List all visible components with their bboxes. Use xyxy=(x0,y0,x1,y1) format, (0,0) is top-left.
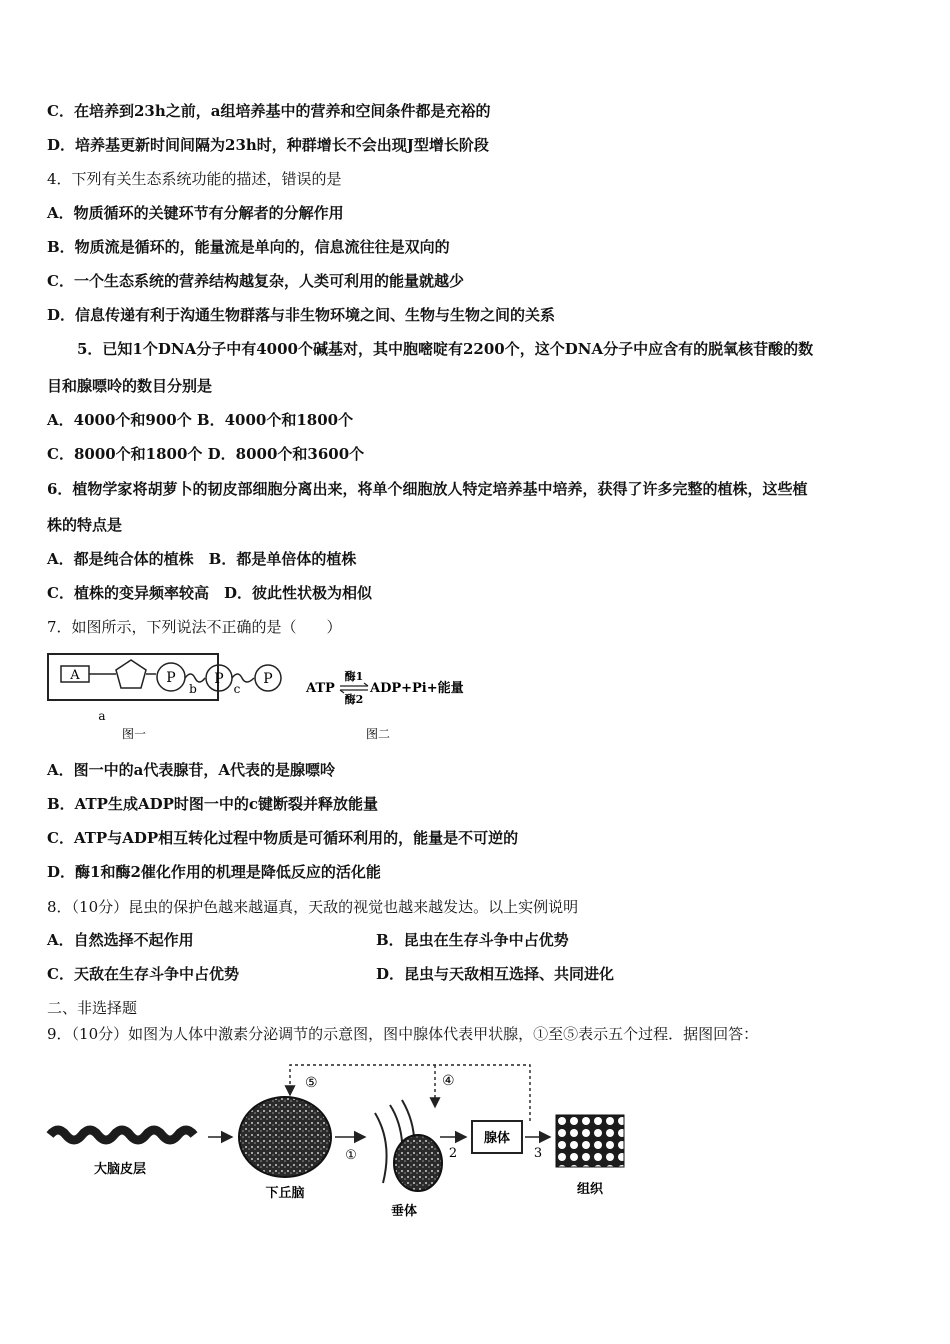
q6-options-cd: C．植株的变异频率较高 D．彼此性状极为相似 xyxy=(47,584,372,602)
enzyme-1-label: 酶1 xyxy=(344,670,364,683)
section-heading: 二、非选择题 xyxy=(47,999,138,1017)
q8-option-a: A．自然选择不起作用 xyxy=(47,931,194,949)
q6-options-ab: A．都是纯合体的植株 B．都是单倍体的植株 xyxy=(47,550,357,568)
high-energy-bond-b xyxy=(185,674,205,682)
q8-stem: 8．（10分）昆虫的保护色越来越逼真，天敌的视觉也越来越发达。以上实例说明 xyxy=(47,898,579,916)
svg-text:P: P xyxy=(263,671,273,687)
q3-option-c: C．在培养到23h之前，a组培养基中的营养和空间条件都是充裕的 xyxy=(47,102,491,120)
q7-option-b: B．ATP生成ADP时图一中的c键断裂并释放能量 xyxy=(47,795,378,813)
equation-atp: ATP xyxy=(306,681,335,696)
q7-option-d: D．酶1和酶2催化作用的机理是降低反应的活化能 xyxy=(47,863,381,881)
feedback-path-5 xyxy=(290,1065,530,1121)
q8-option-d: D．昆虫与天敌相互选择、共同进化 xyxy=(376,965,615,983)
process-2-label: 2 xyxy=(448,1146,458,1161)
q4-option-b: B．物质流是循环的，能量流是单向的，信息流往往是双向的 xyxy=(47,238,450,256)
gland-label: 腺体 xyxy=(483,1131,511,1146)
q4-option-c: C．一个生态系统的营养结构越复杂，人类可利用的能量就越少 xyxy=(47,272,464,290)
cerebral-cortex-label: 大脑皮层 xyxy=(93,1162,147,1177)
figure-1-caption: 图一 xyxy=(121,727,147,741)
enzyme-2-label: 酶2 xyxy=(344,693,364,706)
q3-option-d: D．培养基更新时间间隔为23h时，种群增长不会出现J型增长阶段 xyxy=(47,136,489,154)
bond-c-label: c xyxy=(233,682,241,696)
equation-products: ADP+Pi+能量 xyxy=(370,681,464,696)
q5-options-cd: C．8000个和1800个 D．8000个和3600个 xyxy=(47,445,365,463)
q5-stem-line2: 目和腺嘌呤的数目分别是 xyxy=(47,377,213,395)
q6-stem-line2: 株的特点是 xyxy=(47,516,123,534)
cerebral-cortex-shape xyxy=(50,1130,194,1140)
q7-stem: 7．如图所示，下列说法不正确的是（ ） xyxy=(47,618,342,636)
ribose-pentagon xyxy=(116,660,146,688)
tissue-label: 组织 xyxy=(576,1182,604,1197)
q4-stem: 4．下列有关生态系统功能的描述，错误的是 xyxy=(47,170,342,188)
svg-text:P: P xyxy=(214,671,224,687)
hypothalamus-label: 下丘脑 xyxy=(265,1186,305,1201)
tissue-shape xyxy=(556,1115,624,1167)
pituitary-label: 垂体 xyxy=(390,1204,418,1219)
high-energy-bond-c xyxy=(232,674,254,682)
svg-text:P: P xyxy=(166,670,176,686)
atp-equation-figure xyxy=(302,662,482,744)
atp-structure-figure xyxy=(44,648,294,743)
bracket-a-label: a xyxy=(98,709,106,723)
q6-stem-line1: 6．植物学家将胡萝卜的韧皮部细胞分离出来，将单个细胞放人特定培养基中培养，获得了许多完整的植株，这些植 xyxy=(47,480,808,498)
q8-option-c: C．天敌在生存斗争中占优势 xyxy=(47,965,239,983)
process-1-label: ① xyxy=(345,1148,357,1163)
q9-stem: 9．（10分）如图为人体中激素分泌调节的示意图，图中腺体代表甲状腺，①至⑤表示五个过程．据图回答： xyxy=(47,1025,759,1043)
q8-option-b: B．昆虫在生存斗争中占优势 xyxy=(376,931,569,949)
process-3-label: 3 xyxy=(533,1146,543,1161)
hypothalamus-shape xyxy=(239,1097,331,1177)
q7-option-a: A．图一中的a代表腺苷，A代表的是腺嘌呤 xyxy=(47,761,335,779)
bond-b-label: b xyxy=(189,682,197,696)
q5-options-ab: A．4000个和900个 B．4000个和1800个 xyxy=(47,411,354,429)
q5-stem-line1: 5．已知1个DNA分子中有4000个碱基对，其中胞嘧啶有2200个，这个DNA分子中应含有的脱氧核苷酸的数 xyxy=(77,340,814,358)
figure-2-caption: 图二 xyxy=(365,727,391,741)
adenine-label: A xyxy=(70,668,80,683)
hormone-regulation-diagram xyxy=(40,1055,640,1225)
pituitary-shape xyxy=(394,1135,442,1191)
q4-option-d: D．信息传递有利于沟通生物群落与非生物环境之间、生物与生物之间的关系 xyxy=(47,306,556,324)
process-5-label: ⑤ xyxy=(305,1075,318,1091)
q4-option-a: A．物质循环的关键环节有分解者的分解作用 xyxy=(47,204,344,222)
process-4-label: ④ xyxy=(442,1073,455,1089)
q7-option-c: C．ATP与ADP相互转化过程中物质是可循环利用的，能量是不可逆的 xyxy=(47,829,519,847)
